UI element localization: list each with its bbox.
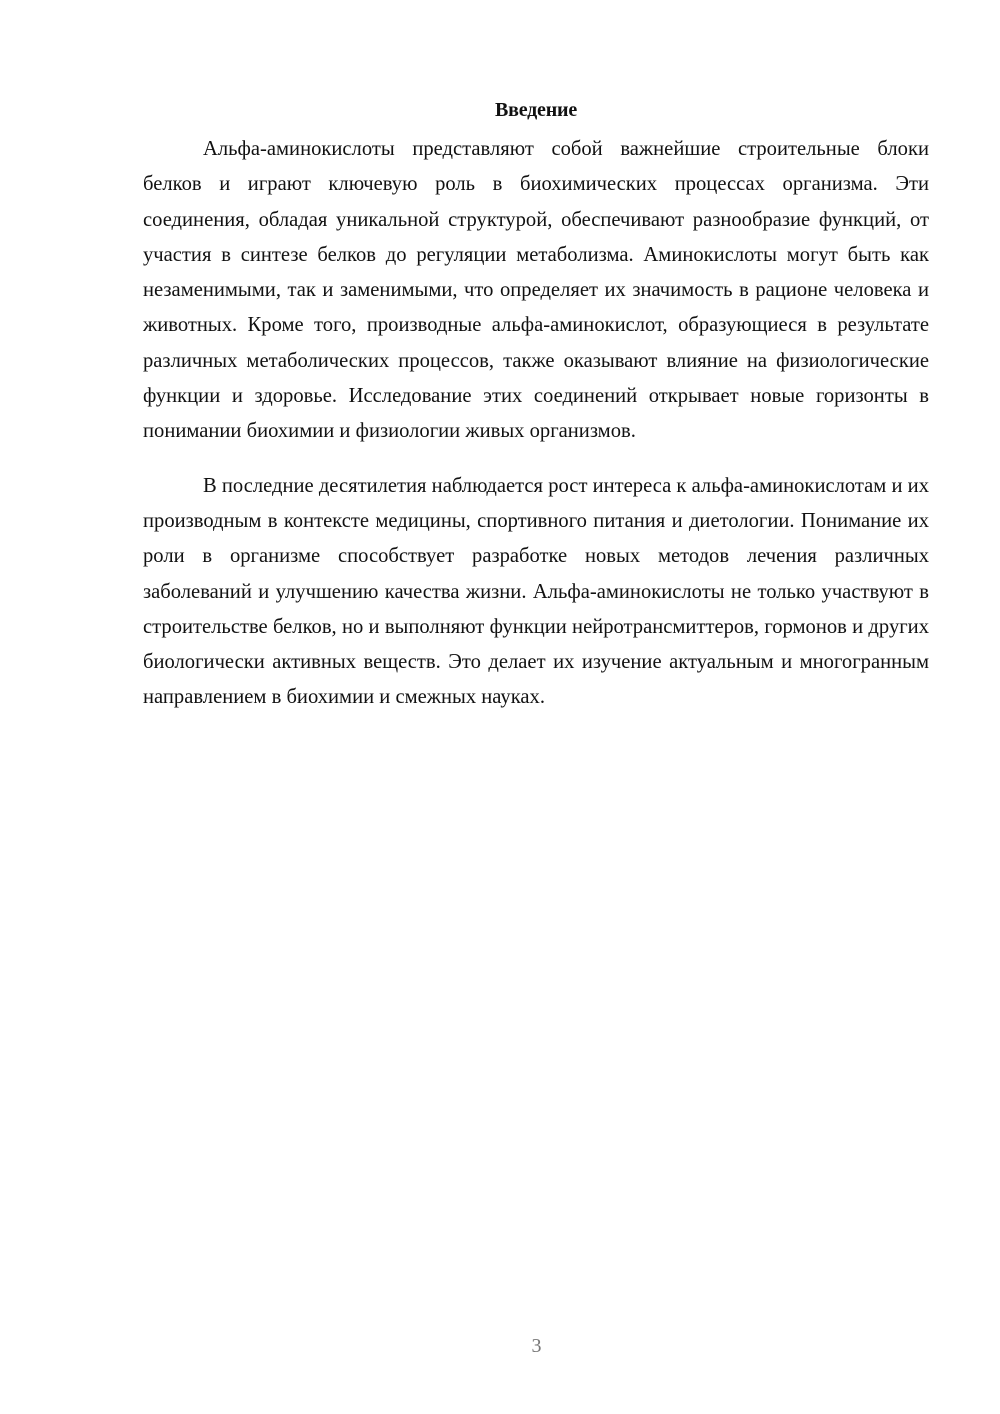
page-number: 3 — [531, 1335, 542, 1357]
section-heading: Введение — [494, 99, 578, 121]
paragraph-2: В последние десятилетия наблюдается рост интереса к альфа-аминокислотам и их производным в контексте медицины, спортивного питания и диетологии. Понимание их роли в организме способствует разработке новых методов лечения различных заболеваний и улучшению качества жизни. Альфа-аминокислоты не только участвуют в строительстве белков, но и выполняют функции нейротрансмиттеров, гормонов и других биологически активных веществ. Это делает их изучение актуальным и многогранным направлением в биохимии и смежных науках. — [143, 474, 929, 709]
paragraph-1: Альфа-аминокислоты представляют собой важнейшие строительные блоки белков и играют ключевую роль в биохимических процессах организма. Эти соединения, обладая уникальной структурой, обеспечивают разнообразие функций, от участия в синтезе белков до регуляции метаболизма. Аминокислоты могут быть как незаменимыми, так и заменимыми, что определяет их значимость в рационе человека и животных. Кроме того, производные альфа-аминокислот, образующиеся в результате различных метаболических процессов, также оказывают влияние на физиологические функции и здоровье. Исследование этих соединений открывает новые горизонты в понимании биохимии и физиологии живых организмов. — [143, 138, 929, 443]
page-content — [143, 95, 929, 716]
